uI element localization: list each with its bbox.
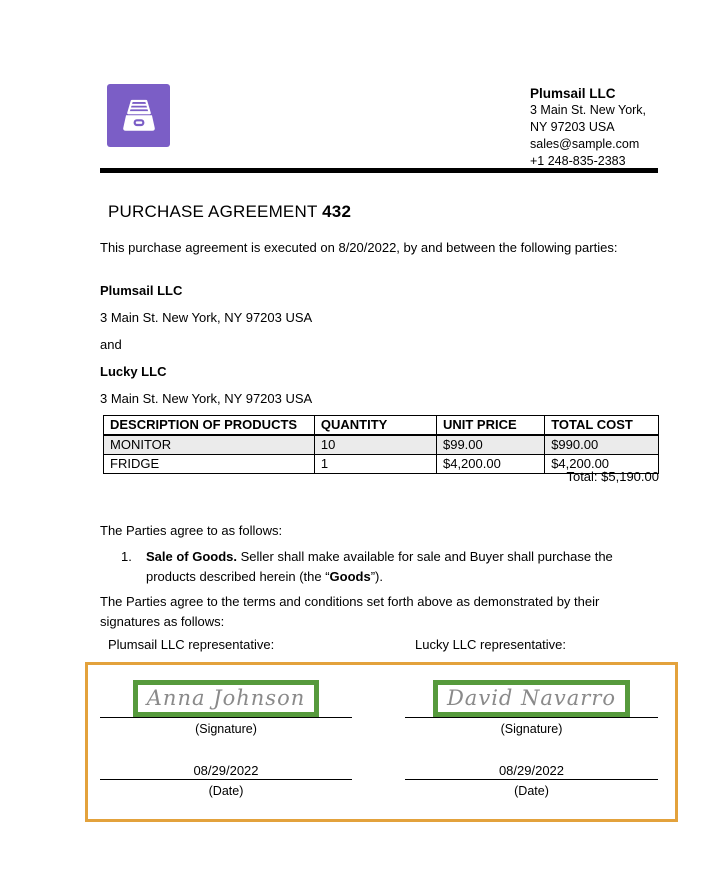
company-logo [107, 84, 170, 147]
buyer-name: Lucky LLC [100, 364, 167, 379]
buyer-representative-label: Lucky LLC representative: [415, 637, 567, 652]
table-cell-description: MONITOR [104, 435, 315, 455]
buyer-signature-area [405, 679, 658, 717]
document-title-text: PURCHASE AGREEMENT [108, 202, 318, 221]
list-item-number: 1. [121, 549, 132, 564]
buyer-signature-caption: (Signature) [500, 722, 563, 736]
company-address-line2: NY 97203 USA [530, 120, 615, 134]
table-cell-unit-price: $4,200.00 [436, 455, 544, 474]
document-title [108, 202, 351, 222]
company-name: Plumsail LLC [530, 86, 616, 101]
buyer-date-line [405, 779, 658, 780]
buyer-address: 3 Main St. New York, NY 97203 USA [100, 391, 313, 406]
buyer-signature: David Navarro [446, 686, 617, 710]
buyer-date-caption: (Date) [514, 784, 549, 798]
products-table-header-row [104, 416, 659, 436]
table-header-description: DESCRIPTION OF PRODUCTS [104, 416, 315, 436]
clause-bold-term: Goods [329, 569, 371, 584]
intro-paragraph: This purchase agreement is executed on 8/20/2022, by and between the following parties: [100, 240, 618, 255]
table-cell-total-cost: $990.00 [545, 435, 659, 455]
buyer-date: 08/29/2022 [498, 763, 565, 778]
clause-text-after: ”). [370, 569, 383, 584]
table-total: Total: $5,190.00 [566, 469, 659, 484]
buyer-signature-line [405, 717, 658, 718]
products-table [103, 415, 659, 474]
buyer-signature-frame [433, 680, 630, 717]
seller-signature-area [100, 679, 352, 717]
terms-paragraph: The Parties agree to the terms and conditions set forth above as demonstrated by their signatures as follows: [100, 594, 600, 629]
company-address-line1: 3 Main St. New York, [530, 103, 647, 117]
seller-signature-line [100, 717, 352, 718]
seller-signature-caption: (Signature) [195, 722, 257, 736]
clause-text-before: Seller shall make available for sale and Buyer shall purchase the products described herein (the “ [146, 549, 613, 584]
clause-title: Sale of Goods. [146, 549, 238, 564]
seller-name: Plumsail LLC [100, 283, 183, 298]
company-email: sales@sample.com [530, 137, 640, 151]
table-cell-description: FRIDGE [104, 455, 315, 474]
seller-date-caption: (Date) [208, 784, 244, 798]
company-phone: +1 248-835-2383 [530, 154, 626, 168]
archive-drawer-icon [116, 93, 162, 139]
buyer-signature-block [405, 679, 658, 798]
seller-date: 08/29/2022 [193, 763, 259, 778]
seller-signature-block [100, 679, 352, 798]
seller-signature-frame [133, 680, 319, 717]
header-divider [100, 168, 658, 173]
parties-conjunction: and [100, 337, 122, 352]
table-cell-quantity: 1 [314, 455, 436, 474]
table-cell-unit-price: $99.00 [436, 435, 544, 455]
table-cell-quantity: 10 [314, 435, 436, 455]
seller-date-line [100, 779, 352, 780]
table-header-total-cost: TOTAL COST [545, 416, 659, 436]
agreement-lead: The Parties agree to as follows: [100, 523, 283, 538]
list-item-text [146, 547, 624, 587]
company-info-block [530, 85, 646, 170]
table-header-quantity: QUANTITY [314, 416, 436, 436]
table-header-unit-price: UNIT PRICE [436, 416, 544, 436]
table-cell-total-cost: $4,200.00 [545, 455, 659, 474]
table-row [104, 435, 659, 455]
document-number: 432 [322, 202, 352, 221]
seller-representative-label: Plumsail LLC representative: [108, 637, 275, 652]
agreement-list-item [121, 547, 624, 587]
seller-signature: Anna Johnson [146, 686, 306, 710]
seller-address: 3 Main St. New York, NY 97203 USA [100, 310, 313, 325]
